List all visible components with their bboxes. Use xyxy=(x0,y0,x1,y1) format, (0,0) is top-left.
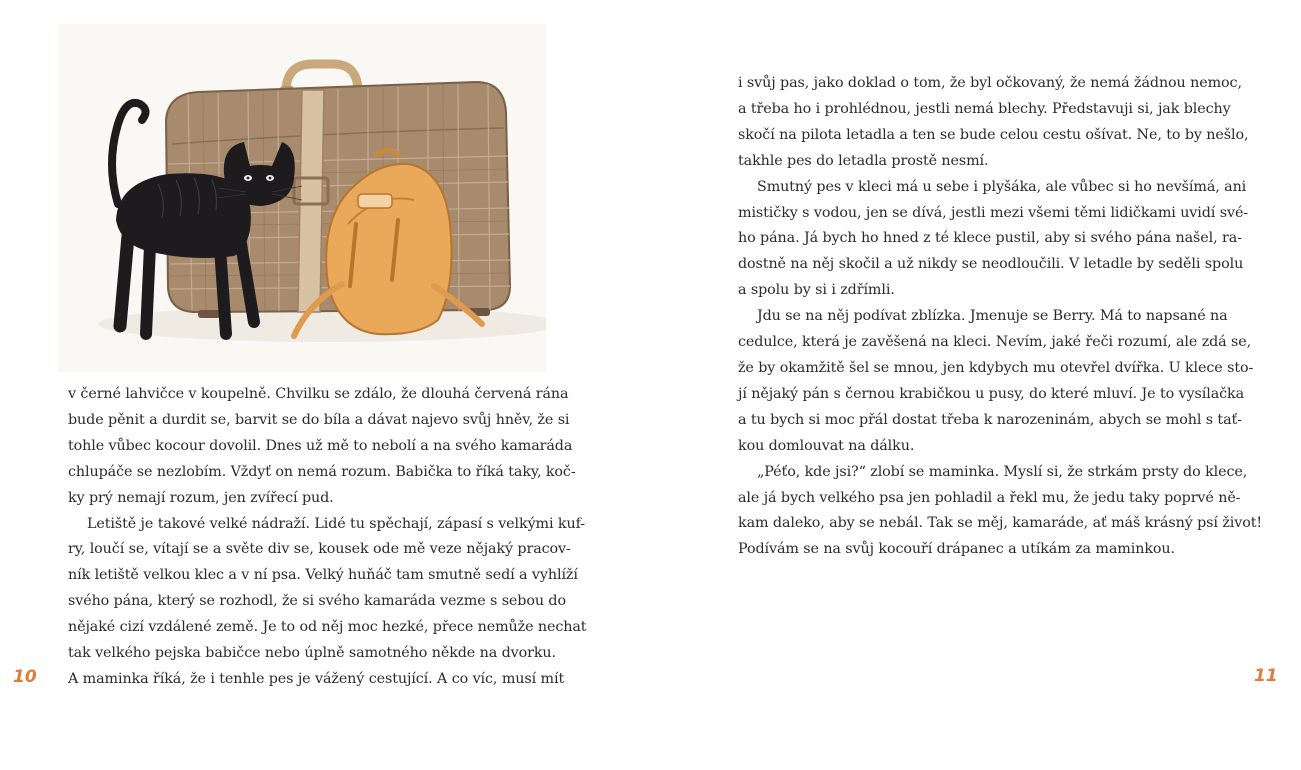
text-line: v černé lahvičce v koupelně. Chvilku se zdálo, že dlouhá červená rána xyxy=(68,386,569,402)
text-line: dostně na něj skočil a už nikdy se neodloučili. V letadle by seděli spolu xyxy=(738,256,1244,273)
right-page-text xyxy=(738,71,1263,563)
text-line: bude pěnit a durdit se, barvit se do bíla a dávat najevo svůj hněv, že si xyxy=(68,411,570,428)
text-line: kou domlouvat na dálku. xyxy=(738,437,915,454)
text-line: takhle pes do letadla prostě nesmí. xyxy=(738,152,989,169)
text-line: tohle vůbec kocour dovolil. Dnes už mě to nebolí a na svého kamaráda xyxy=(68,437,573,454)
page-number-left: 10 xyxy=(13,667,37,687)
text-line: že by okamžitě šel se mnou, jen kdybych mu otevřel dvířka. U klece sto- xyxy=(738,359,1254,376)
text-line: ale já bych velkého psa jen pohladil a řekl mu, že jedu taky poprvé ně- xyxy=(738,489,1241,506)
text-line: jí nějaký pán s černou krabičkou u pusy, do které mluví. Je to vysílačka xyxy=(738,385,1245,402)
text-line: ry, loučí se, vítají se a světe div se, kousek ode mě veze nějaký pracov- xyxy=(68,541,571,558)
text-line: ho pána. Já bych ho hned z té klece pustil, aby si svého pána našel, ra- xyxy=(738,230,1242,247)
text-line: a spolu by si i zdřímli. xyxy=(738,282,895,299)
text-line: skočí na pilota letadla a ten se bude celou cestu ošívat. Ne, to by nešlo, xyxy=(738,126,1249,143)
text-line: Podívám se na svůj kocouří drápanec a utíkám za maminkou. xyxy=(738,541,1175,558)
text-line: chlupáče se nezlobím. Vždyť on nemá rozum. Babička to říká taky, koč- xyxy=(68,463,576,480)
text-line: i svůj pas, jako doklad o tom, že byl očkovaný, že nemá žádnou nemoc, xyxy=(738,75,1242,91)
text-line: a tu bych si moc přál dostat třeba k narozeninám, abych se mohl s tať- xyxy=(738,411,1242,428)
text-line: Smutný pes v kleci má u sebe i plyšáka, ale vůbec si ho nevšímá, ani xyxy=(757,178,1247,195)
text-line: mističky s vodou, jen se dívá, jestli mezi všemi těmi lidičkami uvidí své- xyxy=(738,204,1249,221)
illustration-cat-suitcase-backpack xyxy=(58,24,546,372)
text-line: Letiště je takové velké nádraží. Lidé tu spěchají, zápasí s velkými kuf- xyxy=(87,515,586,532)
text-line: ky prý nemají rozum, jen zvířecí pud. xyxy=(68,489,334,506)
illustration-svg xyxy=(58,24,546,372)
left-page-text xyxy=(68,382,587,693)
text-line: kam daleko, aby se nebál. Tak se měj, kamaráde, ať máš krásný psí život! xyxy=(738,515,1263,532)
text-line: „Péťo, kde jsi?“ zlobí se maminka. Myslí si, že strkám prsty do klece, xyxy=(757,463,1248,480)
text-line: svého pána, který se rozhodl, že si svého kamaráda vezme s sebou do xyxy=(68,593,566,610)
text-line: tak velkého pejska babičce nebo úplně samotného někde na dvorku. xyxy=(68,645,556,662)
text-line: ník letiště velkou klec a v ní psa. Velký huňáč tam smutně sedí a vyhlíží xyxy=(68,567,578,584)
text-line: nějaké cizí vzdálené země. Je to od něj moc hezké, přece nemůže nechat xyxy=(68,619,587,636)
page-number-right: 11 xyxy=(1254,666,1278,686)
text-line: Jdu se na něj podívat zblízka. Jmenuje se Berry. Má to napsané na xyxy=(757,308,1228,325)
text-line: cedulce, která je zavěšená na kleci. Nevím, jaké řeči rozumí, ale zdá se, xyxy=(738,334,1252,351)
text-line: A maminka říká, že i tenhle pes je vážený cestující. A co víc, musí mít xyxy=(68,670,565,687)
text-line: a třeba ho i prohlédnou, jestli nemá blechy. Představuji si, jak blechy xyxy=(738,100,1231,117)
